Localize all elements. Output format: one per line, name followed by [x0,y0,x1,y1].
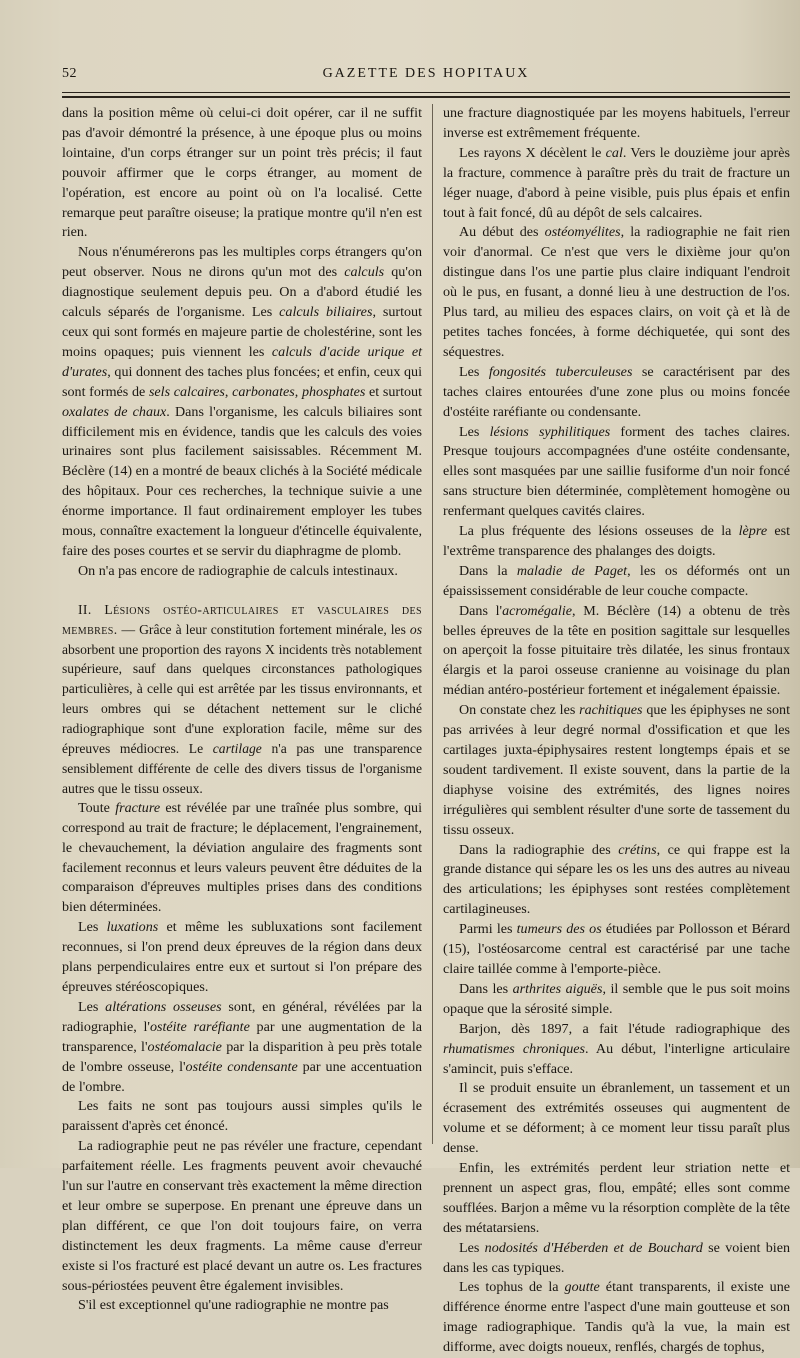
paragraph: une fracture diagnostiquée par les moyens habituels, l'erreur inverse est extrêmement fréquente. [443,105,790,141]
paragraph: Les altérations osseuses sont, en général, révélées par la radiographie, l'ostéite raréfiante par une augmentation de la transparence, l'ostéomalacie par la disparition à peu près totale de l'ombre osseuse, l'ostéite condensante par une accentuation de l'ombre. [62,998,422,1095]
section-heading: II. Lésions ostéo-articulaires et vasculaires des membres. [62,601,422,637]
right-column [443,104,790,1358]
page-number: 52 [62,66,77,81]
left-column [62,104,422,1316]
paragraph: Les rayons X décèlent le cal. Vers le douzième jour après la fracture, commence à paraître près du trait de fracture un léger nuage, d'abord à peine visible, puis plus épais et enfin tout à fait foncé, dû au dépôt de sels calcaires. [443,144,790,221]
paragraph: Il se produit ensuite un ébranlement, un tassement et un écrasement des extrémités osseuses qui augmentent de volume et se déforment; à ce moment leur tissu paraît plus dense. [443,1080,790,1157]
paragraph: Dans les arthrites aiguës, il semble que le pus soit moins opaque que la sérosité simple. [443,980,791,1017]
paragraph: Les fongosités tuberculeuses se caractérisent par des taches claires entourées d'une zone plus ou moins foncée d'ostéite raréfiante ou condensante. [443,363,791,420]
paragraph: dans la position même où celui-ci doit opérer, car il ne suffit pas d'avoir démontré la présence, à une époque plus ou moins lointaine, d'un corps étranger sur un point très précis; il faut pouvoir affirmer que le corps étranger, au moment de l'opération, est encore au point où on l'a localisé. Cette remarque peut paraître oiseuse; la pratique montre qu'il n'en est rien. [62,105,422,241]
paragraph: Nous n'énumérerons pas les multiples corps étrangers qu'on peut observer. Nous ne dirons qu'un mot des calculs qu'on diagnostique seulement depuis peu. On a d'abord étudié les calculs séparés de l'organisme. Les calculs biliaires, surtout ceux qui sont formés en majeure partie de cholestérine, sont les moins opaques; puis viennent les calculs d'acide urique et d'urates, qui donnent des taches plus foncées; et enfin, ceux qui sont formés de sels calcaires, carbonates, phosphates et surtout oxalates de chaux. Dans l'organisme, les calculs biliaires sont difficilement mis en évidence, tandis que les calculs des voies urinaires sont plus facilement saisissables. Récemment M. Béclère (14) en a montré de beaux clichés à la Société médicale des hôpitaux. Pour ces recherches, la technique suivie a une énorme importance. Il faut ordinairement employer les tubes mous, connaître exactement la longueur d'étincelle équivalente, faire des poses courtes et se servir du diaphragme de plomb. [62,244,423,559]
paragraph: Les nodosités d'Héberden et de Bouchard se voient bien dans les cas typiques. [443,1239,791,1276]
header-rule-thick [62,96,790,98]
paragraph: Au début des ostéomyélites, la radiographie ne fait rien voir d'anormal. Ce n'est que vers le dixième jour qu'on distingue dans l'os une partie plus claire indiquant l'endroit où le pus, en fusant, a donné lieu à une destruction de l'os. Plus tard, au milieu des espaces clairs, on voit çà et là de petites taches foncées, à forme déchiquetée, qui sont des séquestres. [443,224,790,360]
journal-title: GAZETTE DES HOPITAUX [322,66,530,81]
paragraph: La radiographie peut ne pas révéler une fracture, cependant parfaitement réelle. Les fragments peuvent avoir chevauché l'un sur l'autre en conservant très exactement la même direction et leur ombre se superpose. En prenant une épreuve dans un plan différent, ce que l'on doit toujours faire, on verra distinctement les deux fragments. La même cause d'erreur existe si l'os fracturé est placé devant un autre os. Les fractures sous-périostées peuvent être également invisibles. [62,1138,422,1294]
paragraph: On constate chez les rachitiques que les épiphyses ne sont pas arrivées à leur degré normal d'ossification et que les cartilages juxta-épiphysaires restent longtemps épais et se soudent tardivement. Il existe souvent, dans la partie de la diaphyse voisine des extrémités, des lignes noires irrégulières qui semblent résulter d'une sorte de tassement du tissu osseux. [443,702,790,838]
paragraph: Parmi les tumeurs des os étudiées par Pollosson et Bérard (15), l'ostéosarcome central est caractérisé par une tache claire taillée comme à l'emporte-pièce. [443,921,790,977]
paragraph: Les faits ne sont pas toujours aussi simples qu'ils le paraissent d'après cet énoncé. [62,1098,422,1135]
paragraph: Dans la radiographie des crétins, ce qui frappe est la grande distance qui sépare les os les uns des autres au niveau des articulations; les épiphyses sont restées complètement cartilagineuses. [443,841,790,918]
paragraph: Les luxations et même les subluxations sont facilement reconnues, si l'on prend deux épreuves de la région dans deux plans perpendiculaires entre eux et surtout si l'on prépare des épreuves stéréoscopiques. [62,919,422,995]
page-header [62,66,790,88]
paragraph: Barjon, dès 1897, a fait l'étude radiographique des rhumatismes chroniques. Au début, l'interligne articulaire s'amincit, puis s'efface. [443,1020,791,1077]
paragraph: Les lésions syphilitiques forment des taches claires. Presque toujours accompagnées d'une ostéite condensante, elles sont masquées par une saillie fusiforme d'un noir foncé sans structure bien déterminée, complètement homogène ou renfermant quelques cavités claires. [443,423,791,520]
paragraph: On n'a pas encore de radiographie de calculs intestinaux. [78,562,398,579]
column-divider [432,104,433,1144]
section-paragraph: II. Lésions ostéo-articulaires et vasculaires des membres. — Grâce à leur constitution fortement minérale, les os absorbent une proportion des rayons X incidents très notablement supérieure, sauf dans quelques circonstances pathologiques particulières, à celle qui est arrêtée par les tissus environnants, et leurs ombres qui se détachent nettement sur le cliché radiographique sont d'une exploration facile, même sur des épreuves médiocres. Le cartilage n'a pas une transparence sensiblement différente de celle des divers tissus de l'organisme autres que le tissu osseux. [62,601,422,796]
paragraph: La plus fréquente des lésions osseuses de la lèpre est l'extrême transparence des phalanges des doigts. [443,523,790,559]
header-rule-thin [62,92,790,93]
paragraph: Dans la maladie de Paget, les os déformés ont un épaississement considérable de leur couche compacte. [443,562,791,599]
paragraph: Dans l'acromégalie, M. Béclère (14) a obtenu de très belles épreuves de la tête en position sagittale sur lesquelles on aperçoit la fosse pituitaire très dilatée, les sinus frontaux élargis et la paroi osseuse cranienne au voisinage du plan médian antéro-postérieur fortement et inégalement épaissie. [443,602,790,699]
paragraph: Les tophus de la goutte étant transparents, il existe une différence énorme entre l'aspect d'une main goutteuse et son image radiographique. Tandis qu'à la vue, la main est difforme, avec doigts noueux, renflés, chargés de tophus, [443,1279,790,1356]
paragraph: Enfin, les extrémités perdent leur striation nette et prennent un aspect gras, flou, empâté; elles sont comme soufflées. Barjon a même vu la résorption complète de la tête des métatarsiens. [443,1160,790,1236]
paragraph: S'il est exceptionnel qu'une radiographie ne montre pas [78,1297,389,1314]
paragraph: Toute fracture est révélée par une traînée plus sombre, qui correspond au trait de fracture; le déplacement, l'engrainement, le chevauchement, la déviation angulaire des fragments sont facilement reconnus et leurs valeurs peuvent être déduites de la comparaison d'épreuves multiples prises dans des conditions bien déterminées. [62,799,422,916]
